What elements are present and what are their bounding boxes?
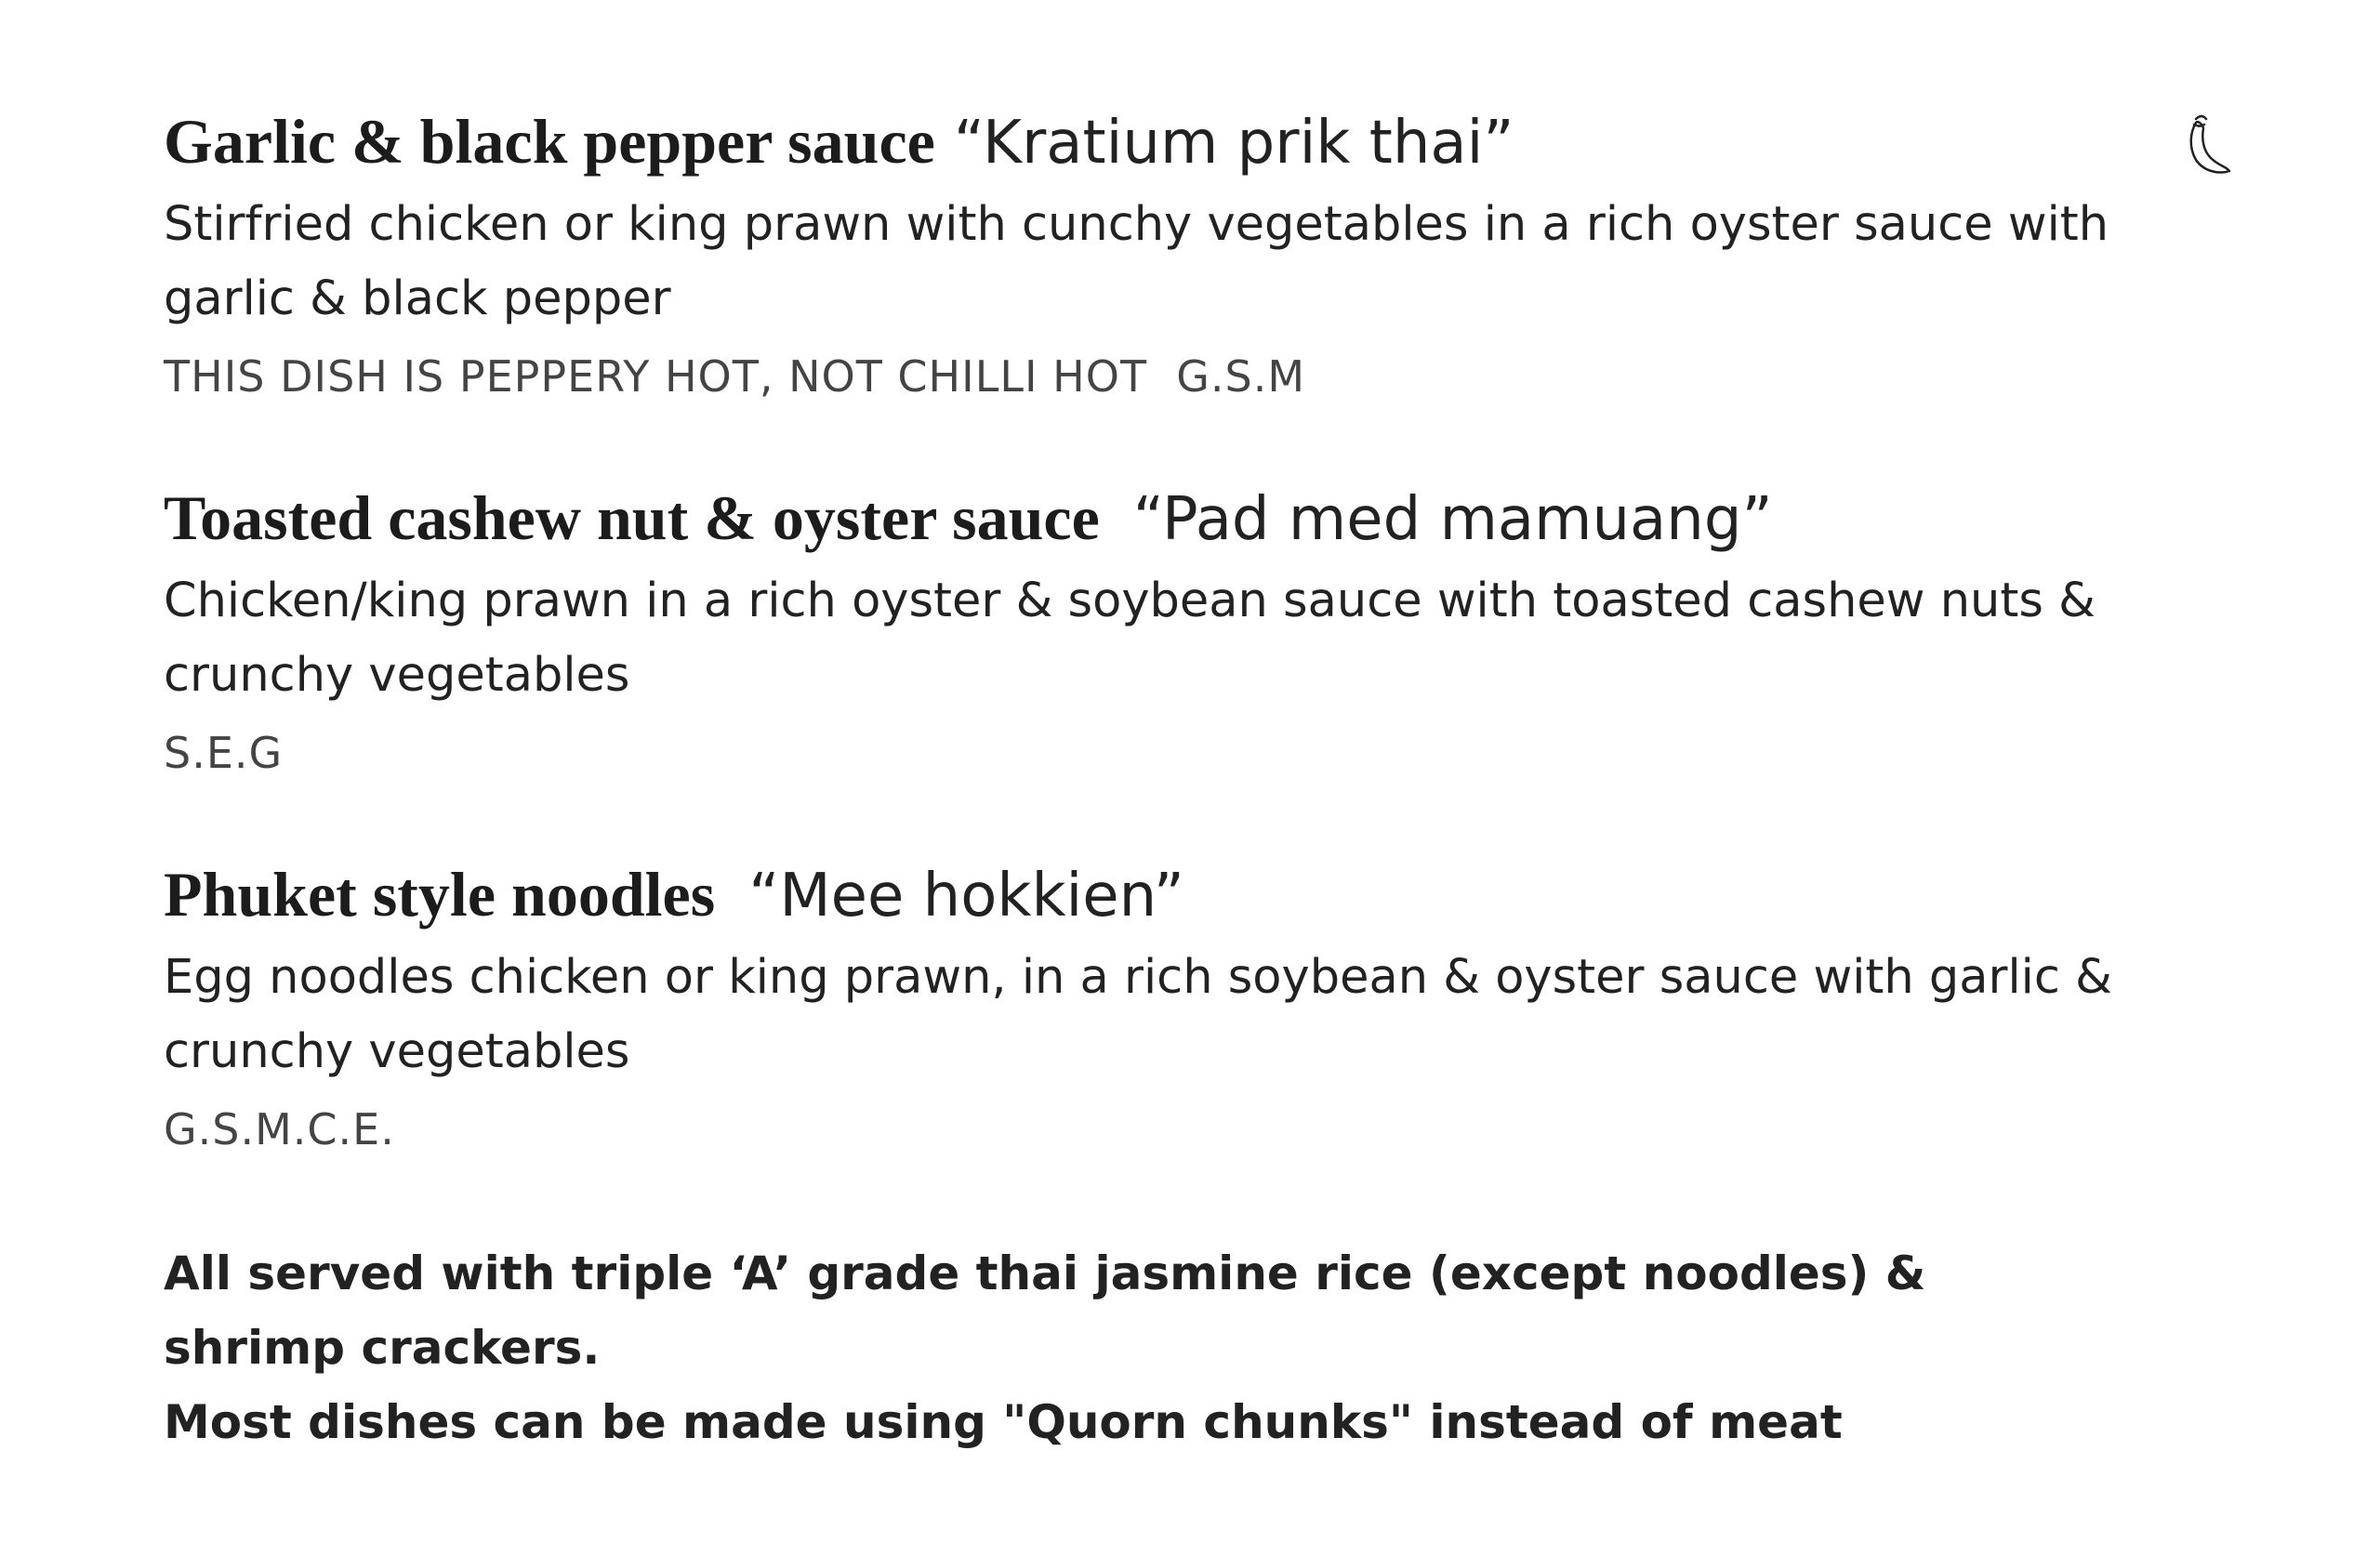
dish-item [164,100,2246,409]
dish-description: Chicken/king prawn in a rich oyster & soybean sauce with toasted cashew nuts & crunchy vegetables [164,574,2096,703]
dish-thai-name: “Kratium prik thai” [953,109,1514,178]
menu-footer-note [164,1236,2116,1459]
dish-item [164,853,2246,1162]
dish-item [164,477,2246,785]
dish-title [164,100,2246,182]
dish-allergens: S.E.G [164,728,284,778]
dish-name: Garlic & black pepper sauce [164,106,935,177]
dish-title [164,477,2246,559]
dish-allergens: G.S.M.C.E. [164,1104,395,1154]
dish-allergens: THIS DISH IS PEPPERY HOT, NOT CHILLI HOT G.S.M [164,351,1306,402]
menu-section [164,100,2246,1459]
dish-name: Phuket style noodles [164,859,716,930]
rice-note: All served with triple ‘A’ grade thai jasmine rice (except noodles) & shrimp crackers. [164,1246,1926,1375]
quorn-note: Most dishes can be made using "Quorn chunks" instead of meat [164,1395,1843,1449]
dish-description: Egg noodles chicken or king prawn, in a rich soybean & oyster sauce with garlic & crunchy vegetables [164,950,2112,1079]
dish-title [164,853,2246,935]
dish-thai-name: “Pad med mamuang” [1132,485,1773,554]
dish-thai-name: “Mee hokkien” [748,862,1184,930]
dish-description: Stirfried chicken or king prawn with cunchy vegetables in a rich oyster sauce with garlic & black pepper [164,197,2109,326]
dish-name: Toasted cashew nut & oyster sauce [164,482,1100,553]
